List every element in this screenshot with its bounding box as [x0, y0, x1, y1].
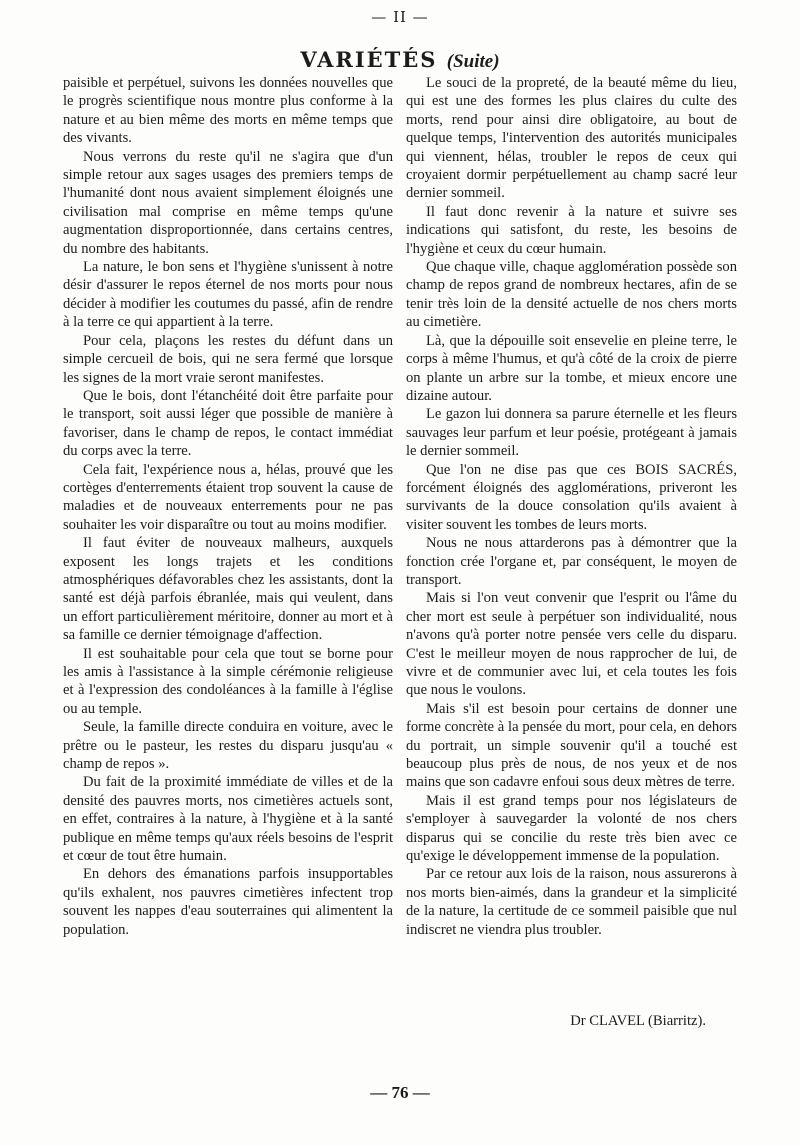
paragraph: Par ce retour aux lois de la raison, nous assurerons à nos morts bien-aimés, dans la grandeur et la simplicité de la nature, la certitude de ce sommeil paisible que nul indiscret ne viendra plus troubler. [406, 866, 737, 938]
paragraph: Là, que la dépouille soit ensevelie en pleine terre, le corps à même l'humus, et qu'à côté de la croix de pierre on plante un arbre sur la tombe, et mieux encore une dizaine autour. [406, 332, 737, 404]
page-number: — 76 — [370, 1083, 430, 1102]
paragraph: Nous verrons du reste qu'il ne s'agira que d'un simple retour aux sages usages des premiers temps de l'humanité dont nous avaient simplement éloignés une civilisation mal comprise en même temps qu'une augmentation disproportionnée, dans certains centres, du nombre des habitants. [63, 148, 393, 257]
paragraph: Le gazon lui donnera sa parure éternelle et les fleurs sauvages leur parfum et leur poésie, protégeant à jamais le dernier sommeil. [406, 406, 737, 460]
paragraph: Nous ne nous attarderons pas à démontrer que la fonction crée l'organe et, par conséquent, le moyen de transport. [406, 535, 737, 588]
paragraph: Mais il est grand temps pour nos législateurs de s'employer à sauvegarder la volonté de nos chers disparus qui se concilie du reste très bien avec ce qu'exige le développement immense de la population. [406, 792, 737, 865]
paragraph: Que l'on ne dise pas que ces BOIS SACRÉS, forcément éloignés des agglomérations, priveront les survivants de la douce consolation qu'ils avaient à visiter souvent les tombes de leurs morts. [406, 461, 737, 533]
paragraph: En dehors des émanations parfois insupportables qu'ils exhalent, nos pauvres cimetières infectent trop souvent les nappes d'eau souterraines qui alimentent la population. [63, 866, 393, 938]
paragraph: Du fait de la proximité immédiate de villes et de la densité des pauvres morts, nos cimetières actuels sont, en effet, contraires à la nature, à l'hygiène et à la santé publique en même temps qu'aux réels besoins de l'esprit et cœur de tout être humain. [63, 774, 393, 865]
section-title [0, 47, 800, 73]
right-column [406, 74, 737, 939]
author-signature: Dr CLAVEL (Biarritz). [570, 1013, 706, 1029]
paragraph: paisible et perpétuel, suivons les données nouvelles que le progrès scientifique nous montre plus conforme à la nature et au bien même des morts en même temps que des vivants. [63, 75, 393, 147]
paragraph: Cela fait, l'expérience nous a, hélas, prouvé que les cortèges d'enterrements étaient trop souvent la cause de maladies et de nouveaux enterrements pour ne pas souhaiter les voir disparaître ou tout au moins modifier. [63, 461, 393, 533]
paragraph: Il est souhaitable pour cela que tout se borne pour les amis à l'assistance à la simple cérémonie religieuse et à l'expression des condoléances à la famille à l'église ou au temple. [63, 645, 393, 717]
title-suffix: (Suite) [446, 51, 500, 72]
paragraph: Il faut éviter de nouveaux malheurs, auxquels exposent les longs trajets et les conditions atmosphériques défavorables chez les assistants, dont la santé est déjà parfois ébranlée, mais qui veulent, dans un effort particulièrement méritoire, donner au mort et à sa famille ce dernier témoignage d'affection. [63, 535, 393, 644]
paragraph: Seule, la famille directe conduira en voiture, avec le prêtre ou le pasteur, les restes du disparu jusqu'au « champ de repos ». [63, 719, 393, 773]
left-column [63, 74, 393, 939]
page-marker: — II — [371, 8, 429, 26]
paragraph: Mais si l'on veut convenir que l'esprit ou l'âme du cher mort est seule à perpétuer son individualité, nous n'avons qu'à porter notre pensée vers celle du disparu. C'est le meilleur moyen de nous rapprocher de lui, de vivre et de communier avec lui, et cela toutes les fois que nous le voulons. [406, 590, 737, 699]
title-text: VARIÉTÉS [300, 47, 438, 72]
paragraph: Il faut donc revenir à la nature et suivre ses indications qui satisfont, du reste, les besoins de l'hygiène et ceux du cœur humain. [406, 203, 737, 257]
paragraph: Que chaque ville, chaque agglomération possède son champ de repos grand de nombreux hectares, afin de se tenir très loin de la densité actuelle de nos chers morts au cimetière. [406, 259, 737, 331]
paragraph: Que le bois, dont l'étanchéité doit être parfaite pour le transport, soit aussi léger que possible de manière à favoriser, dans le champ de repos, le contact immédiat du corps avec la terre. [63, 387, 393, 460]
paragraph: Pour cela, plaçons les restes du défunt dans un simple cercueil de bois, qui ne sera fermé que lorsque les signes de la mort vraie seront manifestes. [63, 332, 393, 386]
paragraph: La nature, le bon sens et l'hygiène s'unissent à notre désir d'assurer le repos éternel de nos morts pour nous décider à modifier les coutumes du passé, afin de rendre à la terre ce qui appartient à la terre. [63, 259, 393, 331]
paragraph: Le souci de la propreté, de la beauté même du lieu, qui est une des formes les plus claires du culte des morts, rend pour ainsi dire obligatoire, au bout de quelque temps, l'intervention des autorités municipales qui viennent, hélas, troubler le repos de ceux qui croyaient dormir perpétuellement au champ sacré leur dernier sommeil. [406, 75, 737, 202]
paragraph: Mais s'il est besoin pour certains de donner une forme concrète à la pensée du mort, pour cela, en dehors du portrait, un simple souvenir qu'il a touché est beaucoup plus près de nous, de nos yeux et de nos mains que son cadavre enfoui sous deux mètres de terre. [406, 700, 737, 791]
